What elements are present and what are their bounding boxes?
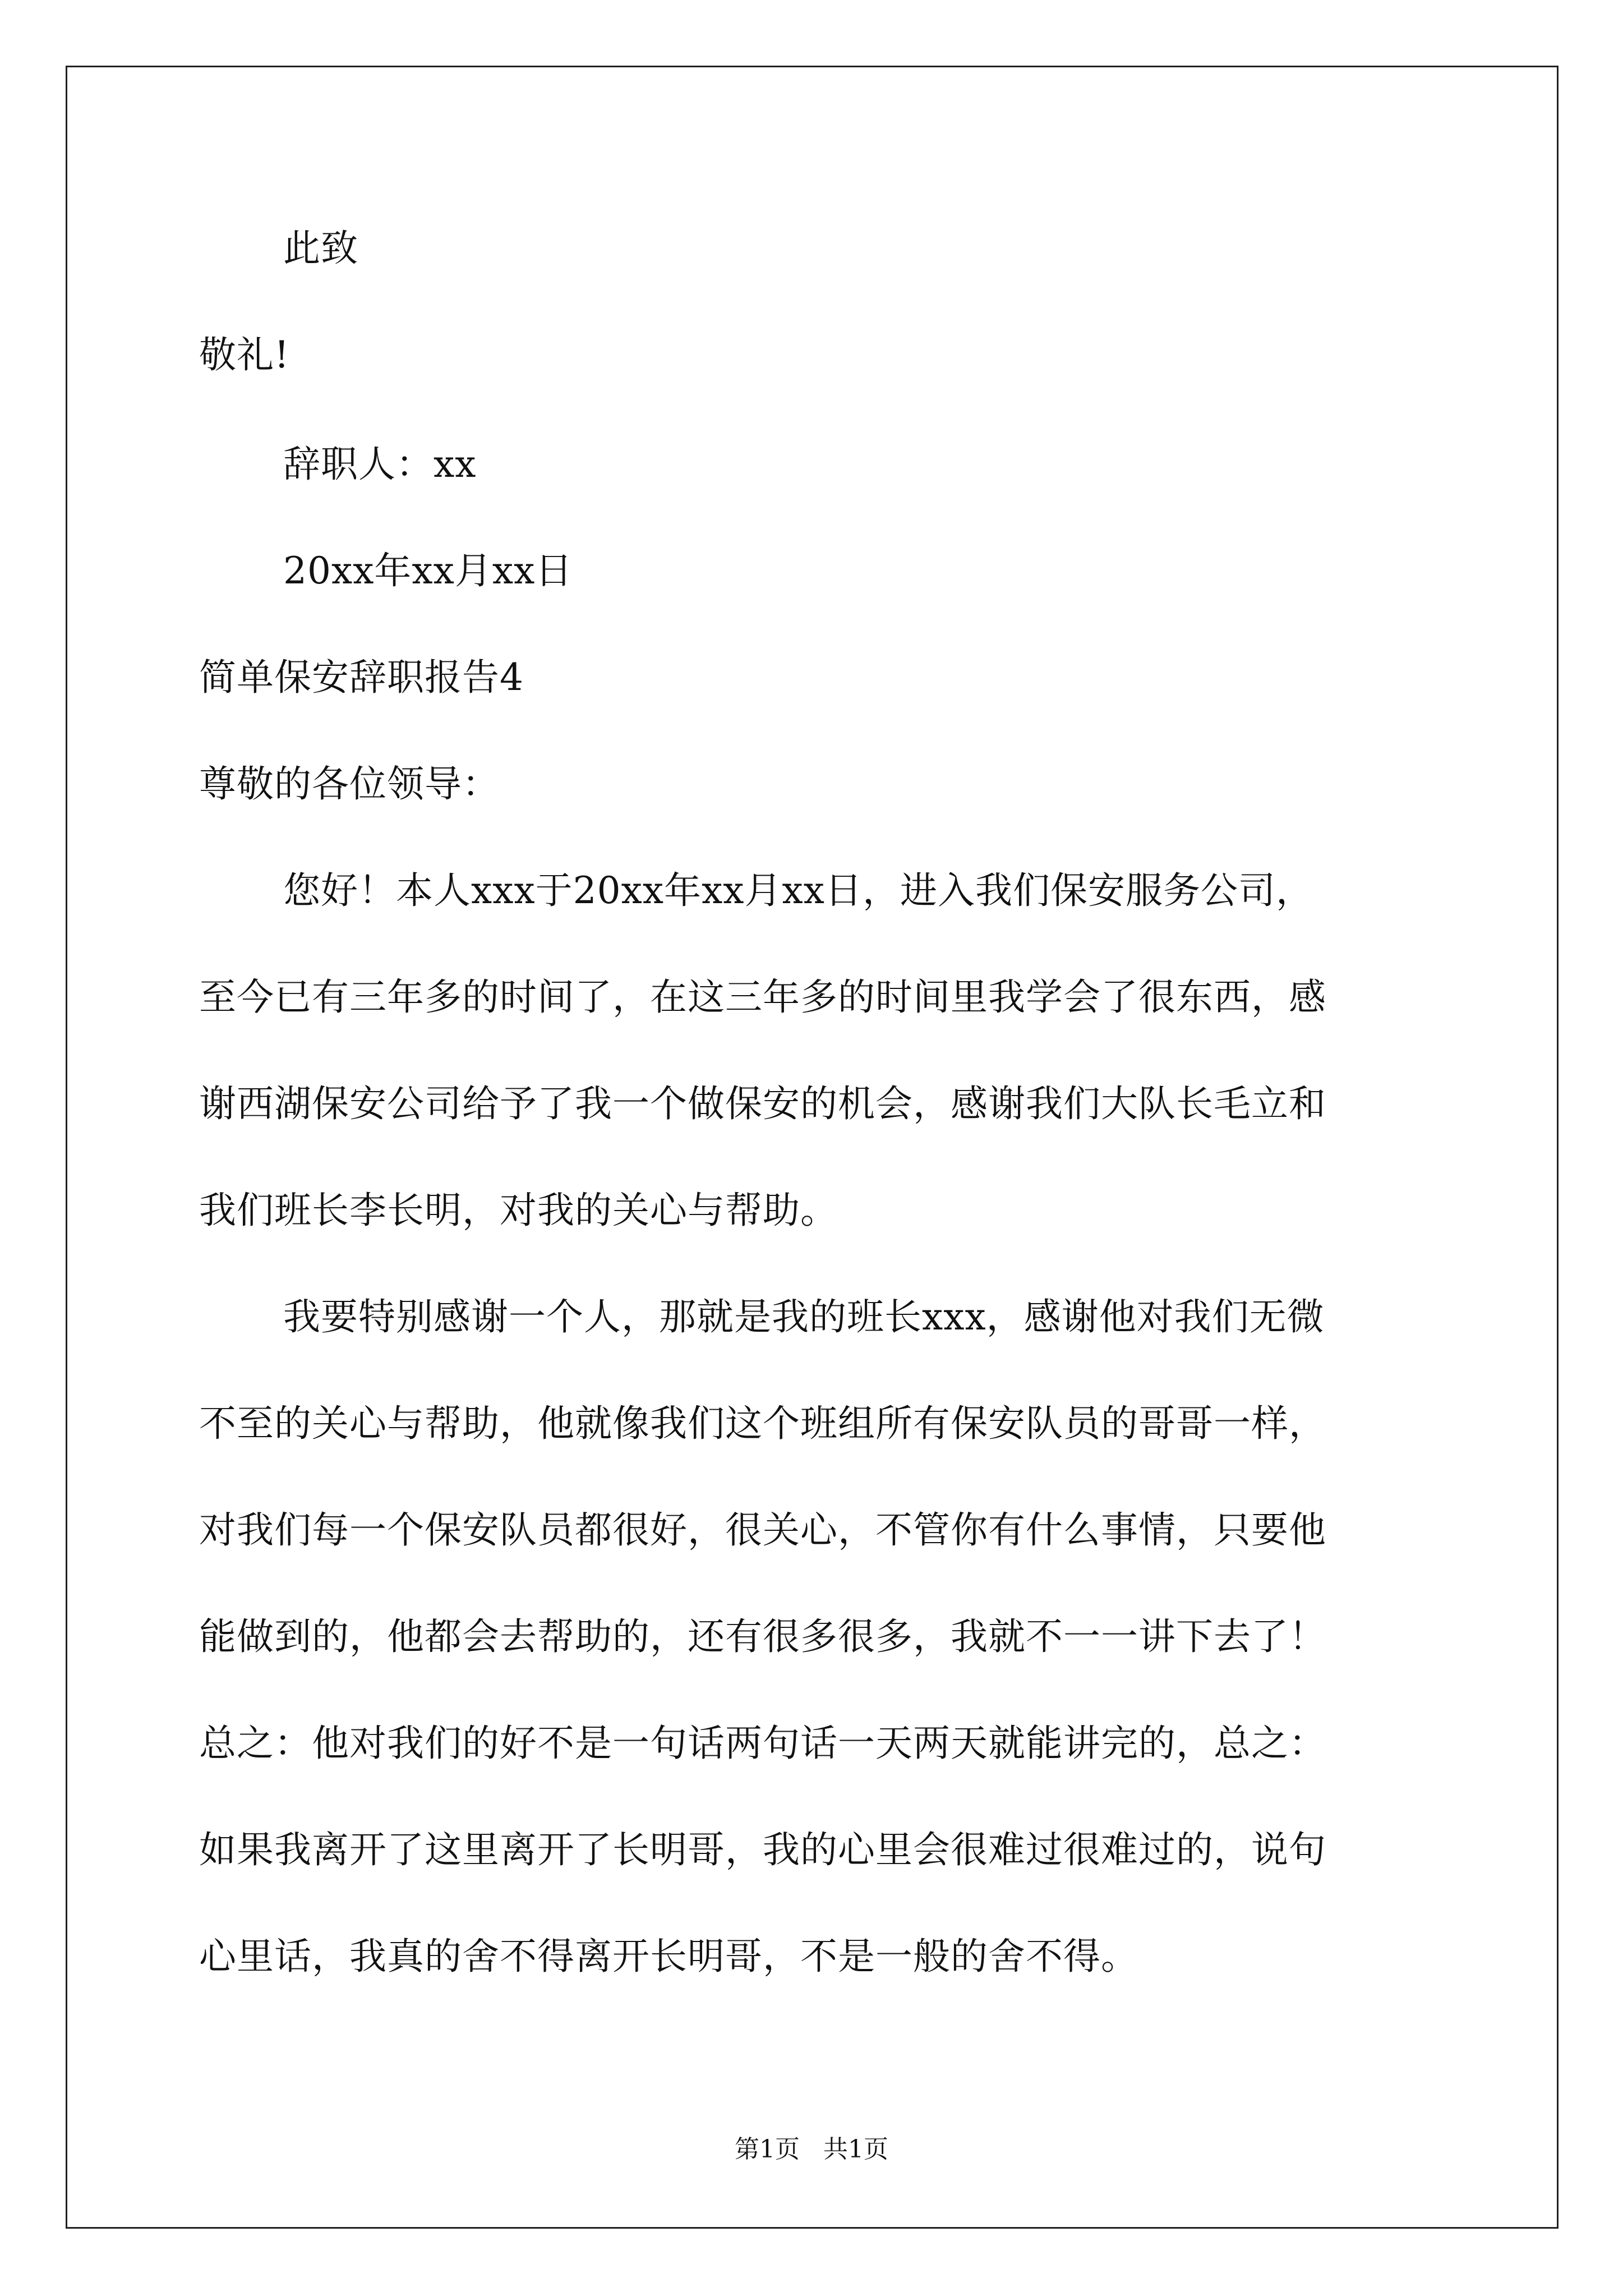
paragraph2-line: 心里话，我真的舍不得离开长明哥，不是一般的舍不得。 <box>199 1935 1138 1978</box>
page-footer: 第1页 共1页 <box>735 2135 888 2164</box>
paragraph1-line: 我们班长李长明，对我的关心与帮助。 <box>199 1189 838 1232</box>
page-frame <box>66 66 1559 2229</box>
date-line: 20xx年xx月xx日 <box>283 549 573 592</box>
greeting-line: 尊敬的各位领导： <box>199 762 500 806</box>
paragraph2-line: 我要特别感谢一个人，那就是我的班长xxx，感谢他对我们无微 <box>283 1295 1325 1338</box>
resigner-line: 辞职人：xx <box>283 443 477 486</box>
paragraph2-line: 不至的关心与帮助，他就像我们这个班组所有保安队员的哥哥一样， <box>199 1402 1326 1445</box>
salutation-line: 此致 <box>283 227 358 270</box>
paragraph1-line: 谢西湖保安公司给予了我一个做保安的机会，感谢我们大队长毛立和 <box>199 1082 1326 1125</box>
paragraph2-line: 能做到的，他都会去帮助的，还有很多很多，我就不一一讲下去了！ <box>199 1615 1326 1658</box>
section-title: 简单保安辞职报告4 <box>199 656 524 699</box>
paragraph1-line: 至今已有三年多的时间了，在这三年多的时间里我学会了很东西，感 <box>199 976 1326 1019</box>
paragraph2-line: 对我们每一个保安队员都很好，很关心，不管你有什么事情，只要他 <box>199 1508 1326 1552</box>
regards-line: 敬礼! <box>199 333 290 376</box>
paragraph2-line: 总之：他对我们的好不是一句话两句话一天两天就能讲完的，总之： <box>199 1722 1326 1765</box>
paragraph2-line: 如果我离开了这里离开了长明哥，我的心里会很难过很难过的，说句 <box>199 1828 1326 1871</box>
paragraph1-line: 您好！本人xxx于20xx年xx月xx日，进入我们保安服务公司， <box>283 869 1313 912</box>
